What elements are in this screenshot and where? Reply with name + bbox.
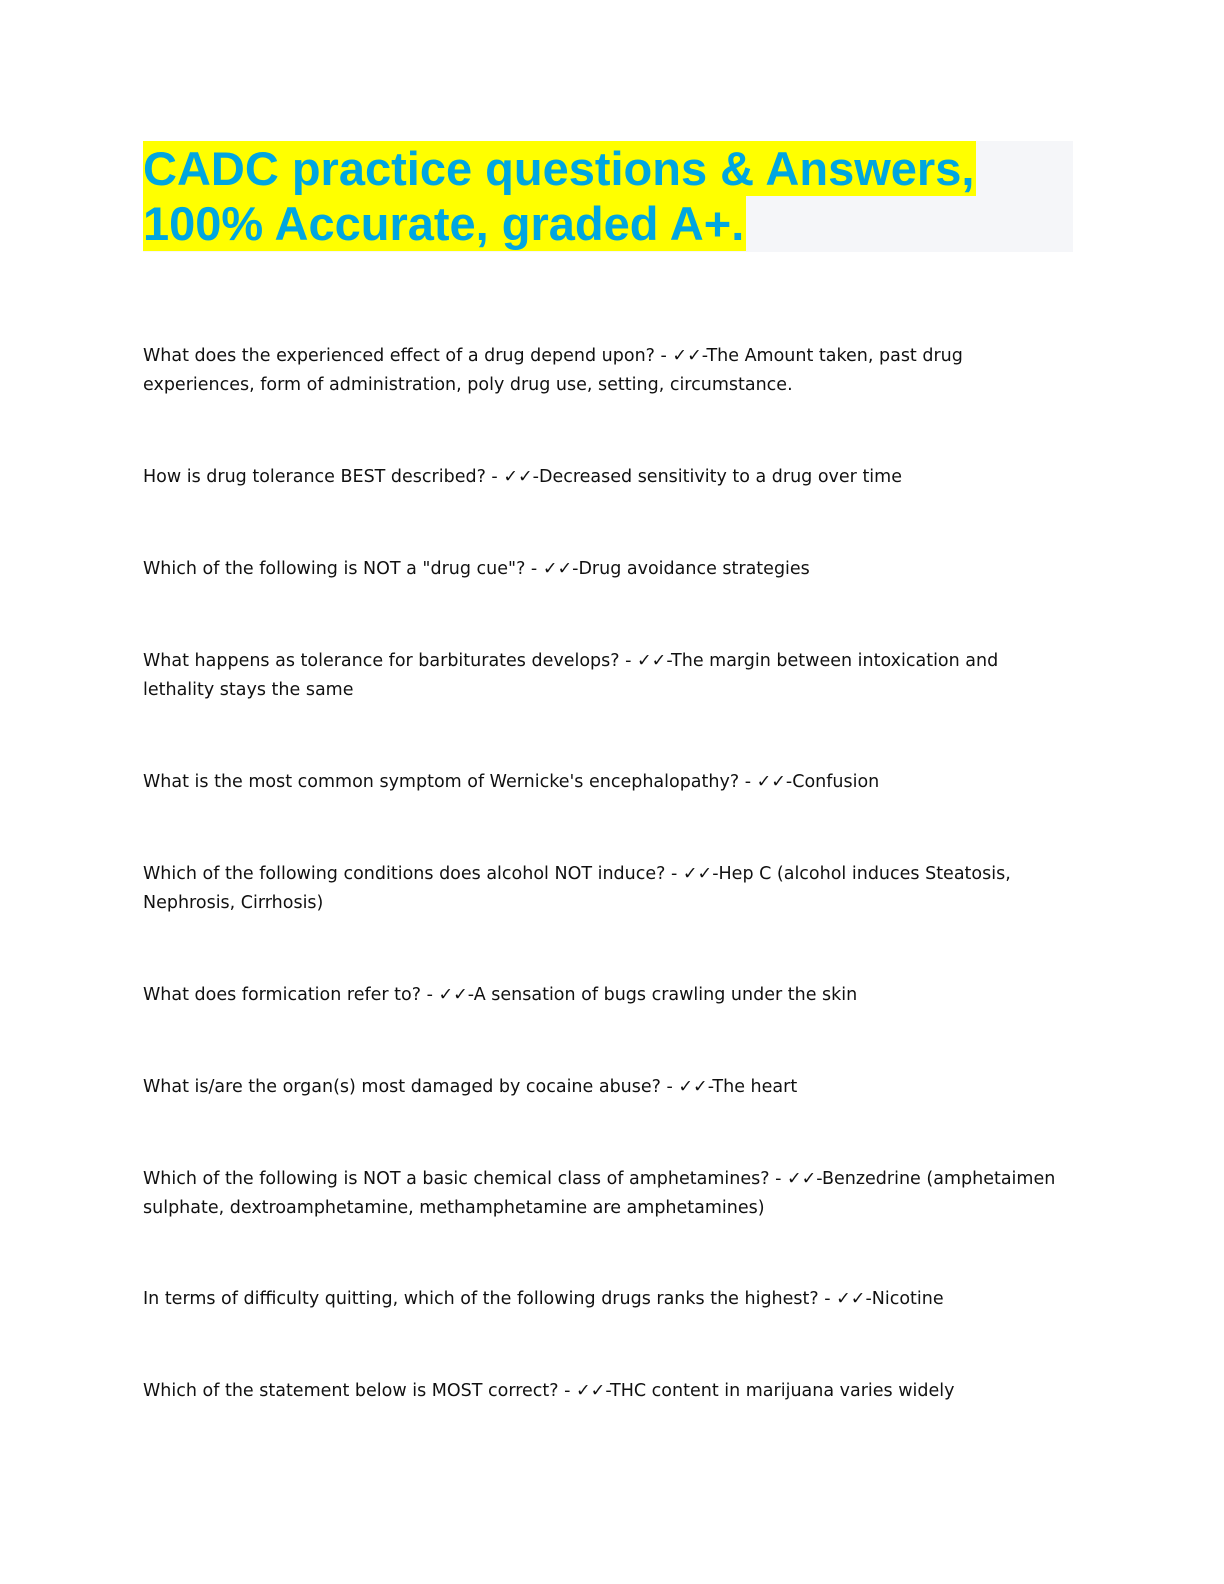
qa-line	[143, 555, 1083, 584]
answer-text: -Hep C (alcohol induces Steatosis,	[712, 864, 1011, 884]
answer-text: -Benzedrine (amphetaimen	[816, 1169, 1056, 1189]
qa-item	[143, 647, 1083, 705]
qa-line	[143, 463, 1083, 492]
question-text: In terms of difficulty quitting, which of the following drugs ranks the highest? -	[143, 1289, 837, 1309]
qa-item	[143, 463, 1083, 492]
page-title-line-2: 100% Accurate, graded A+.	[143, 197, 745, 250]
answer-text: -A sensation of bugs crawling under the skin	[467, 985, 858, 1005]
double-check-icon: ✓✓	[542, 559, 573, 579]
question-text: What is the most common symptom of Wernicke's encephalopathy? -	[143, 772, 757, 792]
answer-text: -Drug avoidance strategies	[572, 559, 810, 579]
double-check-icon: ✓✓	[576, 1381, 606, 1401]
page-title-line-1: CADC practice questions & Answers,	[143, 142, 975, 195]
answer-continuation: Nephrosis, Cirrhosis)	[143, 893, 324, 913]
answer-continuation: experiences, form of administration, poly drug use, setting, circumstance.	[143, 375, 793, 395]
question-text: What is/are the organ(s) most damaged by cocaine abuse? -	[143, 1077, 679, 1097]
title-block	[143, 141, 1073, 252]
answer-text: -THC content in marijuana varies widely	[605, 1381, 955, 1401]
double-check-icon: ✓✓	[503, 467, 533, 487]
double-check-icon: ✓✓	[637, 651, 667, 671]
qa-item	[143, 860, 1083, 918]
question-text: What happens as tolerance for barbiturates develops? -	[143, 651, 637, 671]
double-check-icon: ✓✓	[756, 772, 786, 792]
qa-line	[143, 768, 1083, 797]
answer-text: -Nicotine	[865, 1289, 944, 1309]
qa-item	[143, 981, 1083, 1010]
double-check-icon: ✓✓	[682, 864, 713, 884]
answer-text: -The margin between intoxication and	[666, 651, 999, 671]
qa-line	[143, 981, 1083, 1010]
qa-line	[143, 860, 1083, 889]
question-text: Which of the statement below is MOST correct? -	[143, 1381, 577, 1401]
qa-item	[143, 555, 1083, 584]
double-check-icon: ✓✓	[438, 985, 468, 1005]
answer-continuation: sulphate, dextroamphetamine, methamphetamine are amphetamines)	[143, 1198, 765, 1218]
double-check-icon: ✓✓	[678, 1077, 708, 1097]
question-text: What does the experienced effect of a drug depend upon? -	[143, 346, 673, 366]
question-text: Which of the following conditions does alcohol NOT induce? -	[143, 864, 683, 884]
qa-item	[143, 1073, 1083, 1102]
double-check-icon: ✓✓	[786, 1169, 817, 1189]
qa-line	[143, 1165, 1083, 1194]
question-text: Which of the following is NOT a "drug cue"? -	[143, 559, 543, 579]
answer-text: -The heart	[707, 1077, 798, 1097]
question-text: How is drug tolerance BEST described? -	[143, 467, 504, 487]
answer-text: -Confusion	[785, 772, 880, 792]
question-text: Which of the following is NOT a basic chemical class of amphetamines? -	[143, 1169, 787, 1189]
double-check-icon: ✓✓	[836, 1289, 866, 1309]
qa-line	[143, 647, 1083, 676]
double-check-icon: ✓✓	[672, 346, 702, 366]
qa-line	[143, 1285, 1083, 1314]
answer-text: -Decreased sensitivity to a drug over time	[532, 467, 902, 487]
qa-item	[143, 342, 1083, 400]
question-text: What does formication refer to? -	[143, 985, 439, 1005]
qa-line	[143, 1377, 1083, 1406]
qa-item	[143, 1285, 1083, 1314]
qa-item	[143, 1165, 1083, 1223]
qa-item	[143, 768, 1083, 797]
qa-item	[143, 1377, 1083, 1406]
answer-continuation: lethality stays the same	[143, 680, 354, 700]
answer-text: -The Amount taken, past drug	[701, 346, 963, 366]
qa-line	[143, 1073, 1083, 1102]
qa-line	[143, 342, 1083, 371]
